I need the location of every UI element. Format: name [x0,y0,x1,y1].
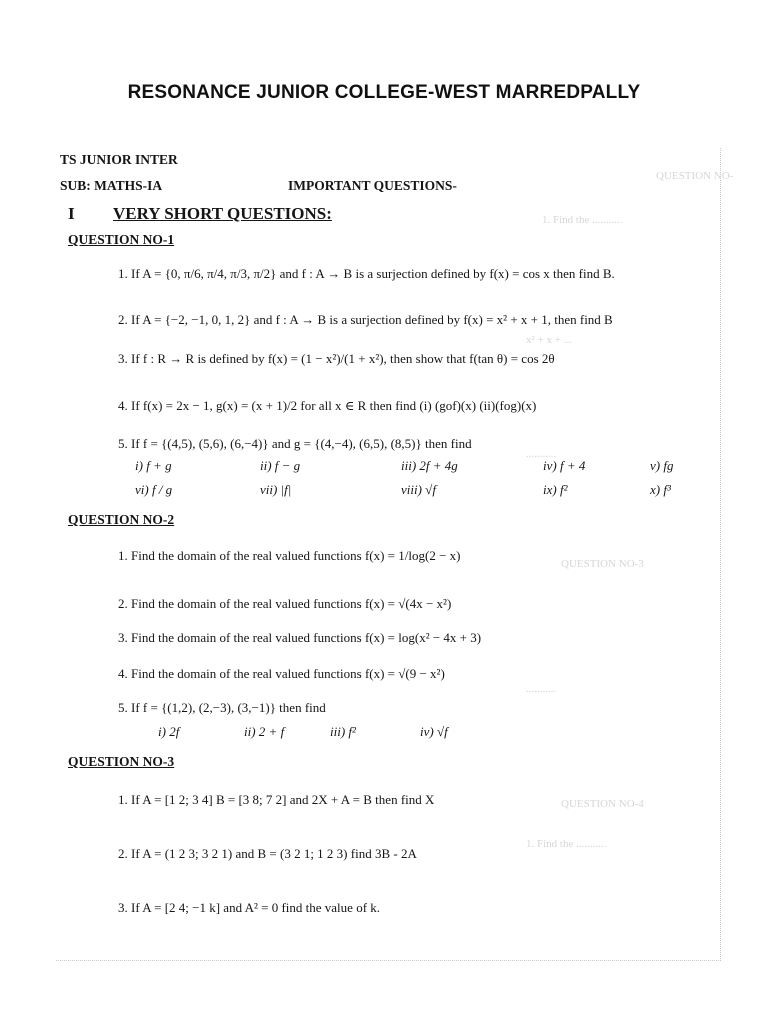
q1-item-5: 5. If f = {(4,5), (5,6), (6,−4)} and g = {(4,−4), (6,5), (8,5)} then find [118,436,472,451]
q2-part-iv: iv) √f [420,724,448,739]
q2-item-1: 1. Find the domain of the real valued functions f(x) = 1/log(2 − x) [118,548,461,563]
q1-part-x: x) f³ [650,482,671,497]
q2-part-i: i) 2f [158,724,180,739]
q1-item-1: 1. If A = {0, π/6, π/4, π/3, π/2} and f : A → B is a surjection defined by f(x) = cos x then find B. [118,266,615,281]
q1-part-i: i) f + g [135,458,172,473]
question-3-heading: QUESTION NO-3 [68,754,175,769]
q1-part-ii: ii) f − g [260,458,301,473]
q1-item-2: 2. If A = {−2, −1, 0, 1, 2} and f : A → B is a surjection defined by f(x) = x² + x + 1, then find B [118,312,613,327]
q1-part-iii: iii) 2f + 4g [401,458,458,473]
q3-item-3: 3. If A = [2 4; −1 k] and A² = 0 find the value of k. [118,900,381,915]
section-title: VERY SHORT QUESTIONS: [113,204,332,223]
q3-item-1: 1. If A = [1 2; 3 4] B = [3 8; 7 2] and 2X + A = B then find X [118,792,435,807]
q1-part-iv: iv) f + 4 [543,458,586,473]
q1-part-ix: ix) f² [543,482,568,497]
q1-part-viii: viii) √f [401,482,436,497]
q2-part-iii: iii) f² [330,724,356,739]
q2-item-2: 2. Find the domain of the real valued functions f(x) = √(4x − x²) [118,596,452,611]
q1-part-vi: vi) f / g [135,482,173,497]
question-2-heading: QUESTION NO-2 [68,512,175,527]
course-label: TS JUNIOR INTER [60,152,178,167]
q1-part-v: v) fg [650,458,674,473]
subject-label: SUB: MATHS-IA [60,178,163,193]
q2-item-5: 5. If f = {(1,2), (2,−3), (3,−1)} then find [118,700,326,715]
q3-item-2: 2. If A = (1 2 3; 3 2 1) and B = (3 2 1; 1 2 3) find 3B - 2A [118,846,417,861]
paper-title: IMPORTANT QUESTIONS- [288,178,457,193]
q2-part-ii: ii) 2 + f [244,724,285,739]
section-numeral: I [68,204,75,223]
scanned-page: QUESTION NO- 1. Find the ........... x² + x + ... ........... QUESTION NO-3 ........... QUESTION NO-4 1. Find the ........... TS JUNIOR INTER SUB: MATHS-IA IMPORTANT QUESTIONS- I VERY SHORT QUESTIONS: QUESTION NO-1 1. If A = {0, π/6, π/4, π/3, π/2} and f : A → B is a surjection defined by f(x) = cos x then find B. 2. If A = {−2, −1, 0, 1, 2} and f : A → B is a surjection defined by f(x) = x² + x + 1, then find B 3. If f : R → R is defined by f(x) = (1 − x²)/(1 + x²), then show that f(tan θ) = cos 2θ 4. If f(x) = 2x − 1, g(x) = (x + 1)/2 for all x ∈ R then find (i) (gof)(x) (ii)(fog)(x) 5. If f = {(4,5), (5,6), (6,−4)} and g = {(4,−4), (6,5), (8,5)} then find i) f + g ii) f − g iii) 2f + 4g iv) f + 4 v) fg vi) f / g vii) |f| viii) √f ix) f² x) f³ QUESTION NO-2 1. Find the domain of the real valued functions f(x) = 1/log(2 − x) 2. Find the domain of the real valued functions f(x) = √(4x − x²) 3. Find the domain of the real valued functions f(x) = log(x² − 4x + 3) 4. Find the domain of the real valued functions f(x) = √(9 − x²) 5. If f = {(1,2), (2,−3), (3,−1)} then find i) 2f ii) 2 + f iii) f² iv) √f QUESTION NO-3 1. If A = [1 2; 3 4] B = [3 8; 7 2] and 2X + A = B then find X 2. If A = (1 2 3; 3 2 1) and B = (3 2 1; 1 2 3) find 3B - 2A 3. If A = [2 4; −1 k] and A² = 0 find the value of k. [56,148,721,961]
question-1-heading: QUESTION NO-1 [68,232,175,247]
q2-item-4: 4. Find the domain of the real valued functions f(x) = √(9 − x²) [118,666,445,681]
q2-item-3: 3. Find the domain of the real valued functions f(x) = log(x² − 4x + 3) [118,630,482,645]
q1-part-vii: vii) |f| [260,482,292,497]
q1-item-3: 3. If f : R → R is defined by f(x) = (1 − x²)/(1 + x²), then show that f(tan θ) = cos 2θ [118,351,555,366]
q1-item-4: 4. If f(x) = 2x − 1, g(x) = (x + 1)/2 for all x ∈ R then find (i) (gof)(x) (ii)(fog)(x) [118,398,537,413]
college-title: RESONANCE JUNIOR COLLEGE-WEST MARREDPALLY [127,82,641,103]
